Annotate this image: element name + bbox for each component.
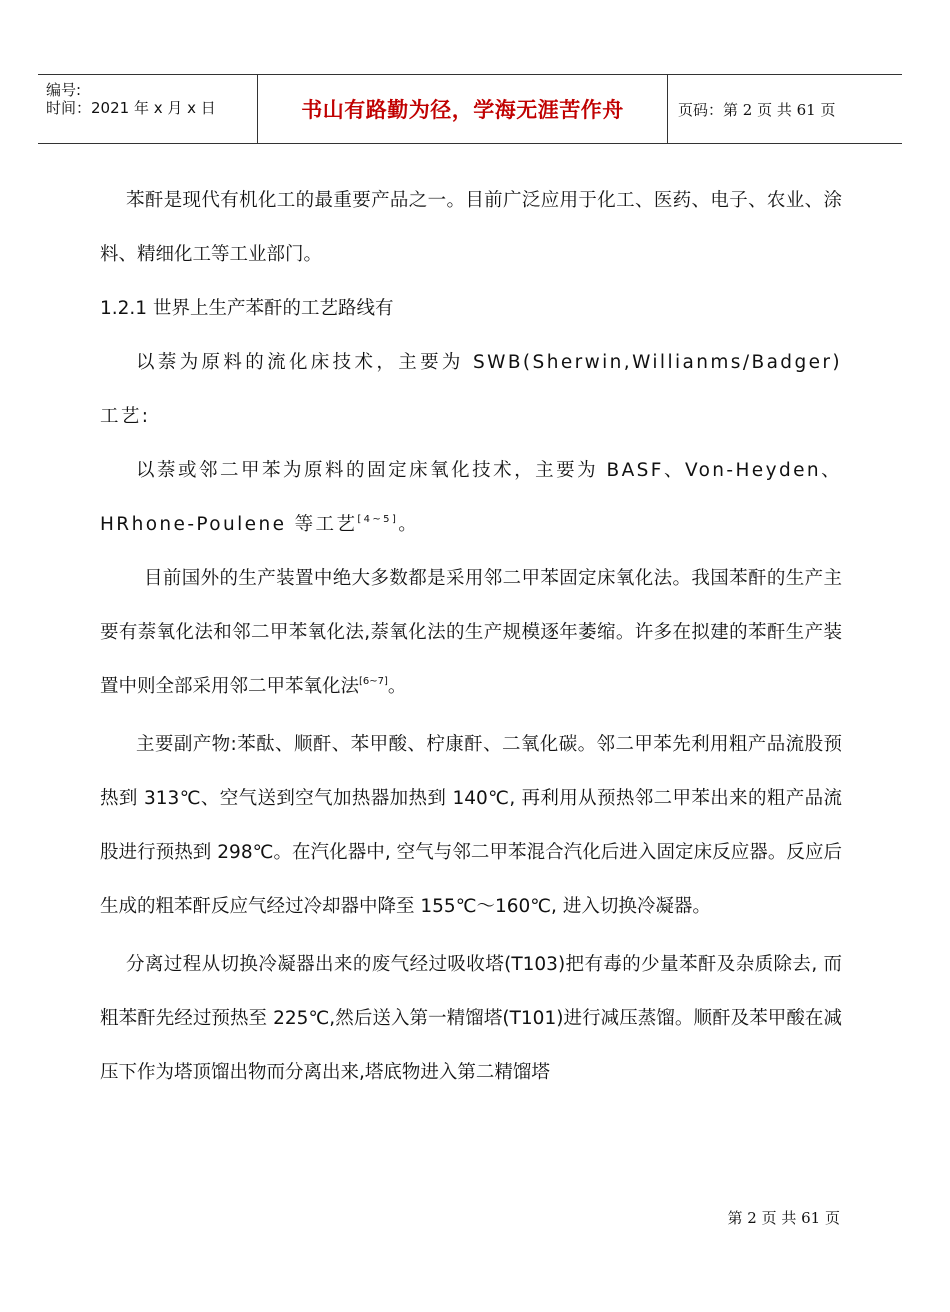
paragraph-fixed-bed-text: 以萘或邻二甲苯为原料的固定床氧化技术，主要为 BASF、Von-Heyden、HRhone-Poulene 等工艺	[100, 460, 842, 535]
citation-ref: [4~5]	[357, 514, 399, 525]
header-page-cell	[668, 75, 902, 143]
date-label: 时间：2021 年 x 月 x 日	[46, 99, 216, 117]
paragraph-separation: 分离过程从切换冷凝器出来的废气经过吸收塔(T103)把有毒的少量苯酐及杂质除去, 而粗苯酐先经过预热至 225℃,然后送入第一精馏塔(T101)进行减压蒸馏。顺酐及苯甲酸在减压下作为塔顶馏出物而分离出来,塔底物进入第二精馏塔	[100, 954, 842, 1083]
header-motto-cell	[258, 75, 668, 143]
paragraph-fixed-bed	[100, 444, 842, 552]
footer-page-number: 第 2 页 共 61 页	[727, 1209, 840, 1227]
header-info-cell	[38, 75, 258, 143]
paragraph-domestic-tail: 。	[387, 676, 407, 697]
document-body	[100, 174, 842, 1100]
paragraph-fluidized-bed: 以萘为原料的流化床技术，主要为 SWB(Sherwin,Willianms/Badger) 工艺:	[100, 352, 842, 427]
paragraph-domestic-text: 目前国外的生产装置中绝大多数都是采用邻二甲苯固定床氧化法。我国苯酐的生产主要有萘氧化法和邻二甲苯氧化法,萘氧化法的生产规模逐年萎缩。许多在拟建的苯酐生产装置中则全部采用邻二甲苯氧化法	[100, 568, 842, 697]
citation-ref: [6~7]	[359, 676, 388, 687]
section-heading: 1.2.1 世界上生产苯酐的工艺路线有	[100, 298, 394, 319]
paragraph-intro: 苯酐是现代有机化工的最重要产品之一。目前广泛应用于化工、医药、电子、农业、涂料、精细化工等工业部门。	[100, 190, 842, 265]
motto-text: 书山有路勤为径，学海无涯苦作舟	[301, 97, 624, 122]
serial-number-label: 编号:	[46, 81, 82, 99]
paragraph-byproducts: 主要副产物:苯酞、顺酐、苯甲酸、柠康酐、二氧化碳。邻二甲苯先利用粗产品流股预热到 313℃、空气送到空气加热器加热到 140℃, 再利用从预热邻二甲苯出来的粗产品流股进行预热到 298℃。在汽化器中, 空气与邻二甲苯混合汽化后进入固定床反应器。反应后生成的粗苯酐反应气经过冷却器中降至 155℃～160℃, 进入切换冷凝器。	[100, 734, 842, 917]
header-table	[38, 74, 902, 144]
page-code: 页码：第 2 页 共 61 页	[678, 100, 836, 119]
paragraph-domestic	[100, 552, 842, 714]
paragraph-fixed-bed-tail: 。	[398, 514, 420, 535]
